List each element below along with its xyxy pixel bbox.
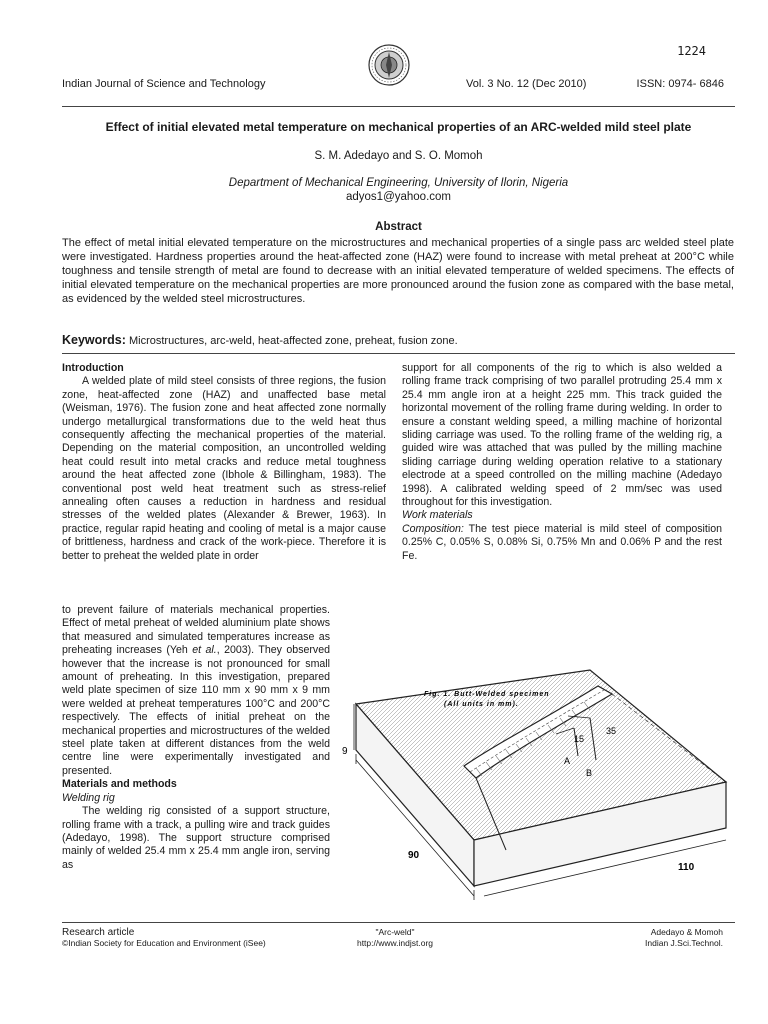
page-number: 1224	[677, 44, 706, 58]
intro-heading: Introduction	[62, 362, 124, 374]
keywords-rule	[62, 353, 735, 354]
footer-rule	[62, 922, 735, 923]
authors-short: Adedayo & Momoh	[650, 927, 723, 937]
copyright: ©Indian Society for Education and Environment (iSee)	[62, 938, 266, 948]
email: adyos1@yahoo.com	[345, 191, 451, 203]
left-column-upper	[62, 362, 386, 563]
paper-title: Effect of initial elevated metal temperature on mechanical properties of an ARC-welded mild steel plate	[105, 120, 692, 134]
footer-center	[300, 927, 490, 949]
label-b: B	[586, 768, 593, 778]
welding-rig-text: The welding rig consisted of a support structure, rolling frame with a track, a pulling wire and track guides (Adedayo, 1998). The support structure comprised mainly of welded 25.4 mm x 25.4 mm angle iron, serving as	[62, 805, 330, 871]
abstract-text: The effect of metal initial elevated temperature on the microstructures and mechanical properties of a single pass arc welded steel plate were investigated. Hardness properties around the heat-affected zone (HAZ) were found to increase with metal preheat at 200°C while toughness and tensile strength of metal are found to decrease with an initial elevated temperature of welded specimens. The effects of initial elevated temperature on the mechanical properties are more pronounced around the fusion zone as compared with the base metal, as evidenced by the welded steel microstructures.	[62, 237, 734, 305]
intro-paragraph-cont: to prevent failure of materials mechanical properties. Effect of metal preheat of welded aluminium plate shows that measured and simulated temperatures increase as preheating increases (Yeh et al., 2003). They observed however that the increase is not pronounced for small amount of preheating. In this investigation, prepared weld plate specimen of size 110 mm x 90 mm x 9 mm were welded at preheat temperatures 100°C and 200°C respectively. The effects of initial preheat on the mechanical properties and microstructures of the welded steel plate taken at different distances from the weld centre line were experimentally investigated and presented.	[62, 604, 330, 777]
issn: ISSN: 0974- 6846	[636, 78, 724, 90]
dim-35: 35	[606, 726, 617, 736]
abstract-heading: Abstract	[375, 221, 422, 233]
right-column	[402, 362, 722, 563]
left-column-lower	[62, 604, 330, 872]
figure-caption-line1: Fig. 1. Butt-Welded specimen	[424, 691, 550, 698]
composition-label: Composition:	[402, 522, 464, 535]
footer-left	[62, 927, 266, 949]
work-materials-heading: Work materials	[402, 509, 473, 522]
composition-paragraph: Composition: The test piece material is mild steel of composition 0.25% C, 0.05% S, 0.08% Si, 0.75% Mn and 0.06% P and the rest Fe.	[402, 522, 722, 562]
keywords-text: Microstructures, arc-weld, heat-affected zone, preheat, fusion zone.	[128, 335, 458, 347]
rig-continuation: support for all components of the rig to which is also welded a rolling frame track comprising of two parallel protruding 25.4 mm x 25.4 mm angle iron at a height 225 mm. This track guided the horizontal movement of the rolling frame during welding. In order to ensure a constant welding speed, a milling machine of horizontal sliding carriage was used. To the rolling frame of the welding rig, a guided wire was attached that was pulled by the milling machine sliding carriage during welding operation relative to a stationary electrode at a speed controlled on the milling machine (Adedayo 1998). A calibrated welding speed of 2 mm/sec was used throughout for this investigation.	[402, 362, 722, 509]
journal-abbrev: Indian J.Sci.Technol.	[645, 938, 723, 948]
et-al: et al.	[192, 644, 217, 657]
authors: S. M. Adedayo and S. O. Momoh	[314, 150, 483, 162]
journal-url[interactable]: http://www.indjst.org	[356, 938, 434, 948]
volume-info: Vol. 3 No. 12 (Dec 2010)	[466, 78, 587, 90]
welding-rig-heading: Welding rig	[62, 791, 115, 804]
keywords	[62, 333, 458, 347]
methods-heading: Materials and methods	[62, 778, 177, 791]
journal-name: Indian Journal of Science and Technology	[62, 78, 266, 90]
dim-thickness: 9	[342, 746, 348, 757]
dim-width: 90	[408, 850, 420, 861]
footer-right	[645, 927, 723, 949]
header-rule	[62, 106, 735, 107]
figure-caption-line2: (All units in mm).	[444, 701, 519, 708]
dim-15: 15	[574, 734, 585, 744]
keywords-label: Keywords:	[62, 333, 126, 347]
figure-1	[336, 664, 736, 916]
running-title: "Arc-weld"	[375, 927, 415, 937]
label-a: A	[564, 756, 571, 766]
intro-paragraph: A welded plate of mild steel consists of three regions, the fusion zone, heat-affected zone (HAZ) and unaffected base metal (Weisman, 1976). The fusion zone and heat affected zone normally undergo metallurgical transformations due to the weld heat thus consequently affecting the mechanical properties of the material. Depending on the material composition, an uncontrolled welding heat could result into metal cracks and reduce metal toughness around the heat affected zone (Ibhole & Billingham, 1983). The conventional post weld heat treatment such as stress-relief annealing often causes a reduction in hardness and residual stresses of the welded plates (Alexander & Brewer, 1963). In practice, regular rapid heating and cooling of metal is a major cause of brittleness, hardness and crack of the work-piece. Therefore it is better to preheat the welded plate in order	[62, 375, 386, 562]
journal-logo	[368, 44, 410, 86]
dim-length: 110	[678, 862, 695, 873]
article-type: Research article	[62, 927, 135, 938]
affiliation: Department of Mechanical Engineering, University of Ilorin, Nigeria	[228, 177, 569, 189]
